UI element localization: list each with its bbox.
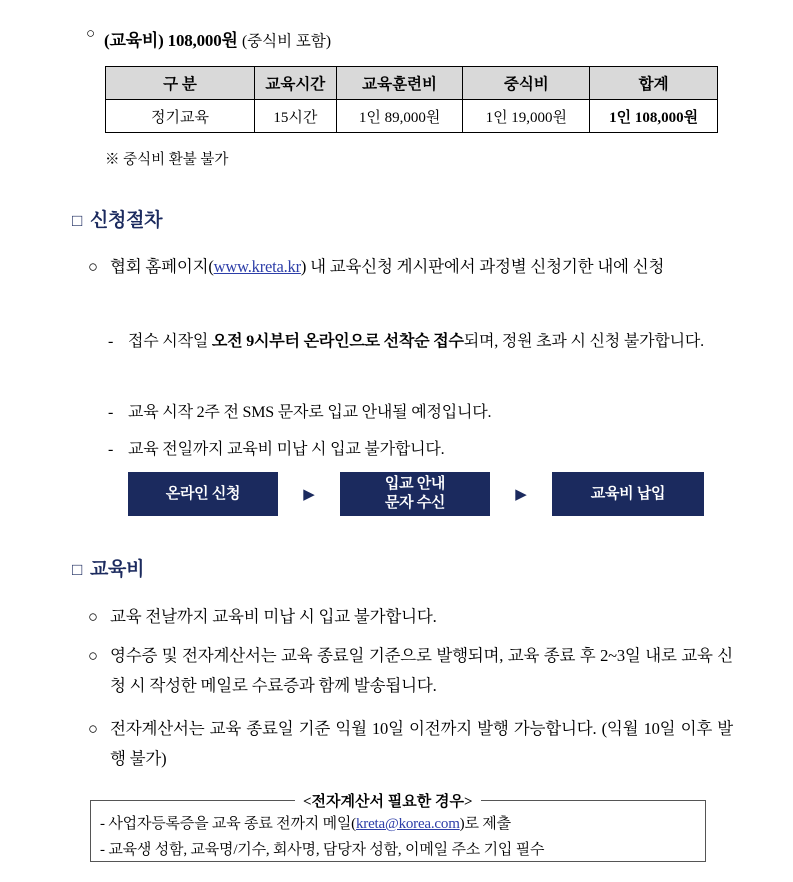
flow-step-online-application: 온라인 신청 xyxy=(128,472,278,516)
paragraph-cost-unpaid xyxy=(88,602,728,632)
sub-item-unpaid-text: 교육 전일까지 교육비 미납 시 입교 불가합니다. xyxy=(128,441,445,458)
table-header-cell: 중식비 xyxy=(463,67,590,100)
notice-email-link[interactable]: kreta@korea.com xyxy=(355,816,460,832)
dash-bullet-icon: - xyxy=(108,333,114,350)
homepage-text-after: ) 내 교육신청 게시판에서 과정별 신청기한 내에 신청 xyxy=(300,257,665,276)
table-row xyxy=(106,100,718,133)
text-bold-emphasis: 오전 9시부터 온라인으로 선착순 접수 xyxy=(211,333,464,350)
section-title-text: 교육비 xyxy=(89,559,145,580)
square-bullet-icon: □ xyxy=(72,211,82,230)
flow-step-payment: 교육비 납입 xyxy=(552,472,704,516)
application-flow-diagram xyxy=(128,472,704,516)
homepage-url-link[interactable]: www.kreta.kr xyxy=(213,257,301,276)
refund-note: ※ 중식비 환불 불가 xyxy=(105,152,229,168)
dash-bullet-icon: - xyxy=(108,404,114,421)
section-heading-application xyxy=(72,205,162,232)
invoice-notice-title: <전자계산서 필요한 경우> xyxy=(295,790,481,811)
homepage-text-before: 협회 홈페이지( xyxy=(110,257,214,276)
invoice-notice-line-2: - 교육생 성함, 교육명/기수, 회사명, 담당자 성함, 이메일 주소 기입 필수 xyxy=(100,842,545,858)
table-cell-lunch-fee: 1인 19,000원 xyxy=(463,100,590,133)
paragraph-cost-receipt-text: 영수증 및 전자계산서는 교육 종료일 기준으로 발행되며, 교육 종료 후 2~3일 내로 교육 신청 시 작성한 메일로 수료증과 함께 발송됩니다. xyxy=(110,646,733,695)
flow-arrow-icon: ▶ xyxy=(303,486,315,503)
table-cell-hours: 15시간 xyxy=(254,100,336,133)
sub-item-first-come xyxy=(108,327,728,357)
text-prefix: 접수 시작일 xyxy=(128,333,212,350)
sub-item-sms-text: 교육 시작 2주 전 SMS 문자로 입교 안내될 예정입니다. xyxy=(128,404,492,421)
section-title-text: 신청절차 xyxy=(89,210,163,231)
sub-item-sms xyxy=(108,398,728,428)
flow-step-sms-line2: 문자 수신 xyxy=(384,495,446,511)
table-header-cell: 구 분 xyxy=(106,67,255,100)
notice-line1-after: )로 제출 xyxy=(459,816,511,832)
tuition-sub-label: (중식비 포함) xyxy=(241,33,332,50)
table-cell-category: 정기교육 xyxy=(106,100,255,133)
table-cell-total: 1인 108,000원 xyxy=(590,100,718,133)
square-bullet-icon: □ xyxy=(72,560,82,579)
table-header-cell: 교육훈련비 xyxy=(336,67,463,100)
bullet-circle-icon: ○ xyxy=(88,646,98,665)
fee-table xyxy=(105,66,718,133)
invoice-notice-line-1 xyxy=(100,812,511,833)
paragraph-cost-invoice xyxy=(88,714,733,774)
notice-line1-before: - 사업자등록증을 교육 종료 전까지 메일( xyxy=(100,816,356,832)
flow-step-sms-line1: 입교 안내 xyxy=(384,476,446,492)
bullet-circle-icon: ○ xyxy=(88,607,98,626)
paragraph-cost-invoice-text: 전자계산서는 교육 종료일 기준 익월 10일 이전까지 발행 가능합니다. (익월 10일 이후 발행 불가) xyxy=(110,719,733,768)
paragraph-homepage-text xyxy=(110,252,728,282)
paragraph-cost-receipt xyxy=(88,641,733,701)
paragraph-homepage xyxy=(88,252,728,282)
sub-item-unpaid xyxy=(108,435,728,465)
text-suffix: 되며, 정원 초과 시 신청 불가합니다. xyxy=(463,333,704,350)
tuition-line xyxy=(86,26,331,51)
bullet-circle-icon: ○ xyxy=(88,719,98,738)
paragraph-cost-unpaid-text: 교육 전날까지 교육비 미납 시 입교 불가합니다. xyxy=(110,607,437,626)
table-header-row xyxy=(106,67,718,100)
table-header-cell: 교육시간 xyxy=(254,67,336,100)
sub-item-first-come-text xyxy=(128,327,728,357)
flow-arrow-icon: ▶ xyxy=(515,486,527,503)
dash-bullet-icon: - xyxy=(108,441,114,458)
section-heading-cost xyxy=(72,554,144,581)
table-header-cell: 합계 xyxy=(590,67,718,100)
table-cell-training-fee: 1인 89,000원 xyxy=(336,100,463,133)
flow-step-sms-notice xyxy=(340,472,490,516)
flow-step-sms-notice-text xyxy=(385,475,445,513)
bullet-circle-icon: ○ xyxy=(88,257,98,276)
bullet-circle-icon: ○ xyxy=(86,26,96,42)
tuition-label: (교육비) 108,000원 xyxy=(104,31,238,50)
